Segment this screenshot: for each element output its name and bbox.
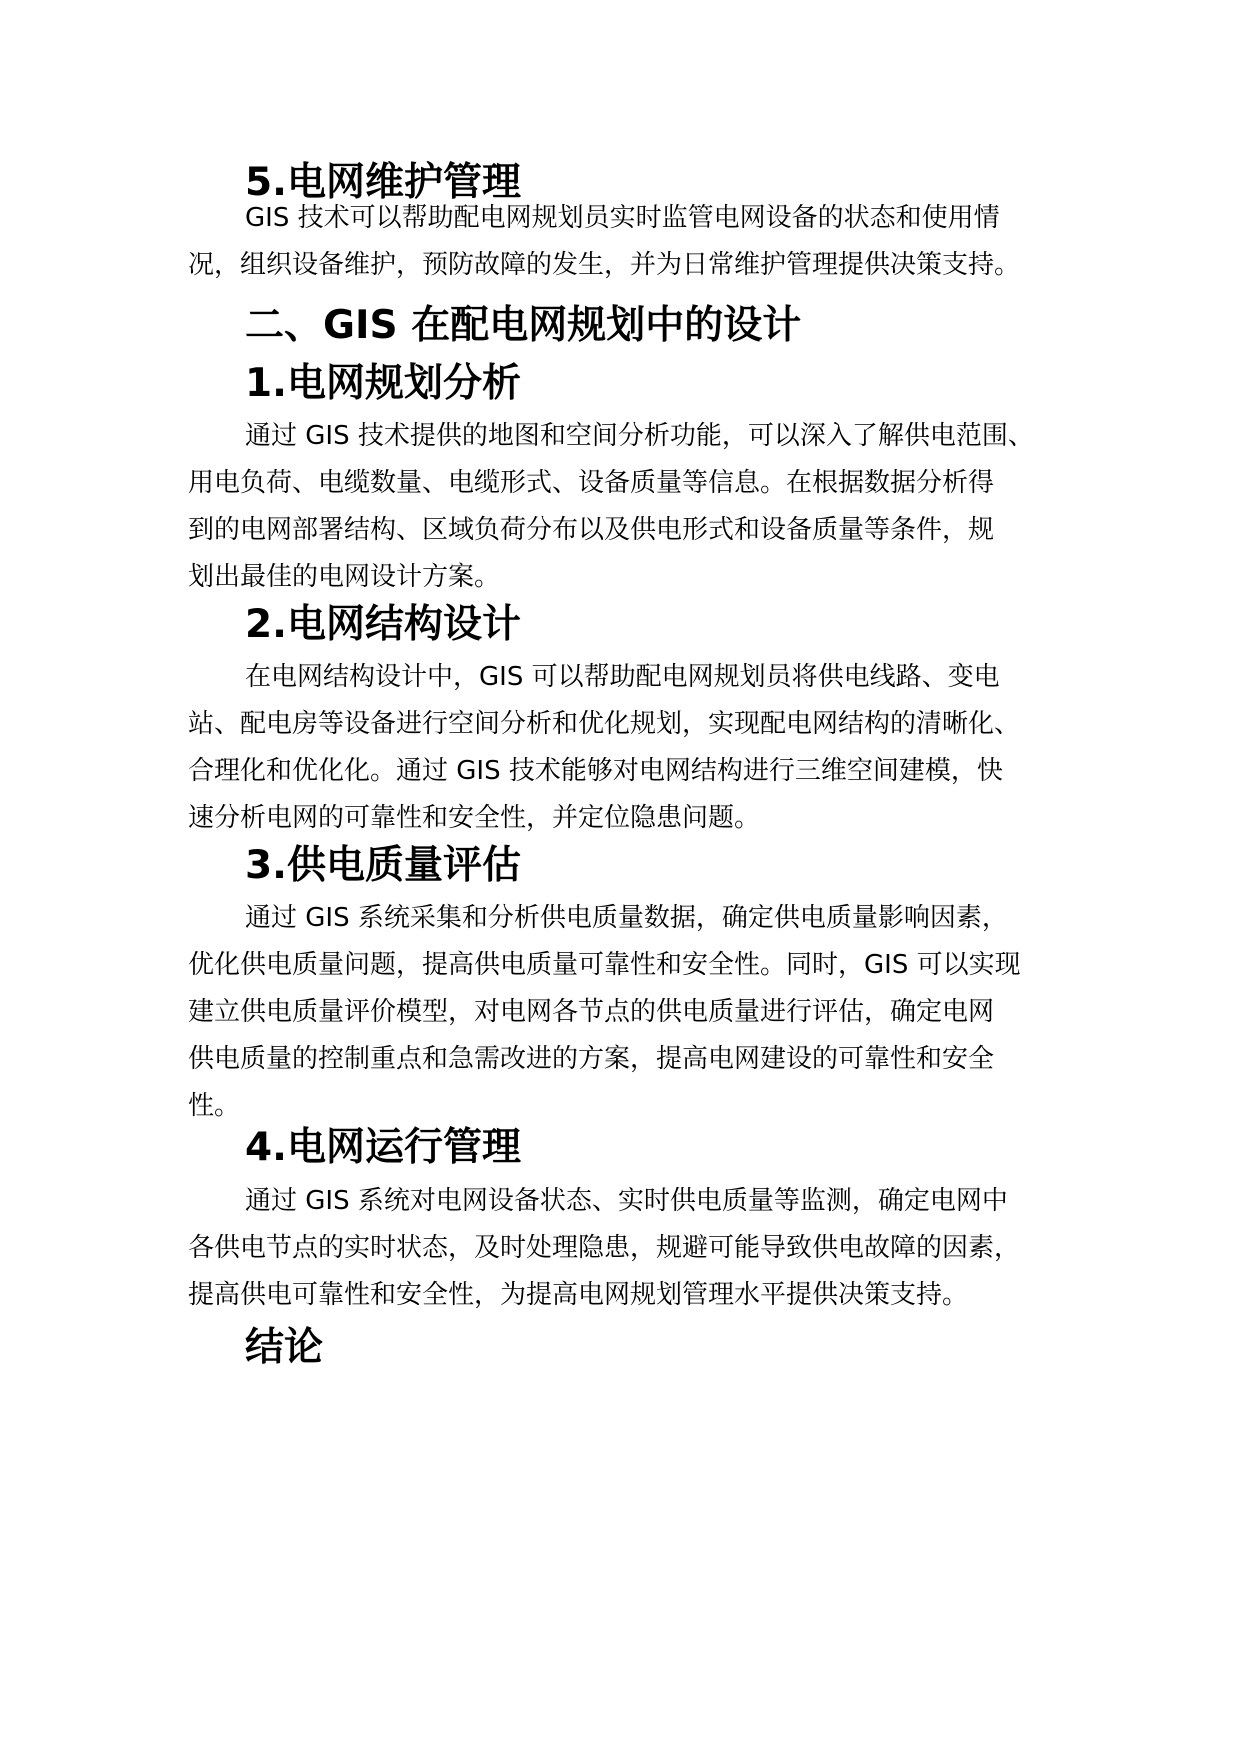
paragraph-line: 速分析电网的可靠性和安全性，并定位隐患问题。 [188, 803, 761, 833]
paragraph-structure-design [188, 654, 1088, 842]
section-heading-grid-maintenance: 5.电网维护管理 [245, 160, 521, 205]
paragraph-line: 通过 GIS 技术提供的地图和空间分析功能，可以深入了解供电范围、 [245, 421, 1034, 451]
paragraph-line: 划出最佳的电网设计方案。 [188, 562, 501, 592]
section-heading-quality-assessment: 3.供电质量评估 [245, 843, 521, 888]
paragraph-line: 况，组织设备维护，预防故障的发生，并为日常维护管理提供决策支持。 [188, 250, 1021, 280]
paragraph-line: 性。 [188, 1091, 241, 1121]
paragraph-line: 建立供电质量评价模型，对电网各节点的供电质量进行评估，确定电网 [188, 997, 995, 1027]
section-heading-planning-analysis: 1.电网规划分析 [245, 361, 521, 406]
paragraph-line: 到的电网部署结构、区域负荷分布以及供电形式和设备质量等条件，规 [188, 515, 995, 545]
paragraph-line: 供电质量的控制重点和急需改进的方案，提高电网建设的可靠性和安全 [188, 1044, 995, 1074]
paragraph-line: 优化供电质量问题，提高供电质量可靠性和安全性。同时，GIS 可以实现 [188, 950, 1021, 980]
paragraph-grid-maintenance [188, 195, 1088, 289]
paragraph-line: 站、配电房等设备进行空间分析和优化规划，实现配电网结构的清晰化、 [188, 709, 1021, 739]
paragraph-line: 通过 GIS 系统采集和分析供电质量数据，确定供电质量影响因素， [245, 903, 1008, 933]
paragraph-line: GIS 技术可以帮助配电网规划员实时监管电网设备的状态和使用情 [245, 203, 1000, 233]
paragraph-operation-management [188, 1178, 1088, 1319]
paragraph-line: 提高供电可靠性和安全性，为提高电网规划管理水平提供决策支持。 [188, 1280, 969, 1310]
paragraph-planning-analysis [188, 413, 1088, 601]
paragraph-line: 合理化和优化化。通过 GIS 技术能够对电网结构进行三维空间建模，快 [188, 756, 1003, 786]
section-heading-structure-design: 2.电网结构设计 [245, 602, 521, 647]
section-heading-conclusion: 结论 [245, 1325, 324, 1370]
chapter-heading-gis-design: 二、GIS 在配电网规划中的设计 [245, 303, 802, 348]
paragraph-line: 通过 GIS 系统对电网设备状态、实时供电质量等监测，确定电网中 [245, 1186, 1008, 1216]
paragraph-line: 各供电节点的实时状态，及时处理隐患，规避可能导致供电故障的因素， [188, 1233, 1021, 1263]
section-heading-operation-management: 4.电网运行管理 [245, 1125, 521, 1170]
paragraph-line: 用电负荷、电缆数量、电缆形式、设备质量等信息。在根据数据分析得 [188, 468, 995, 498]
paragraph-line: 在电网结构设计中，GIS 可以帮助配电网规划员将供电线路、变电 [245, 662, 1000, 692]
paragraph-quality-assessment [188, 895, 1088, 1130]
